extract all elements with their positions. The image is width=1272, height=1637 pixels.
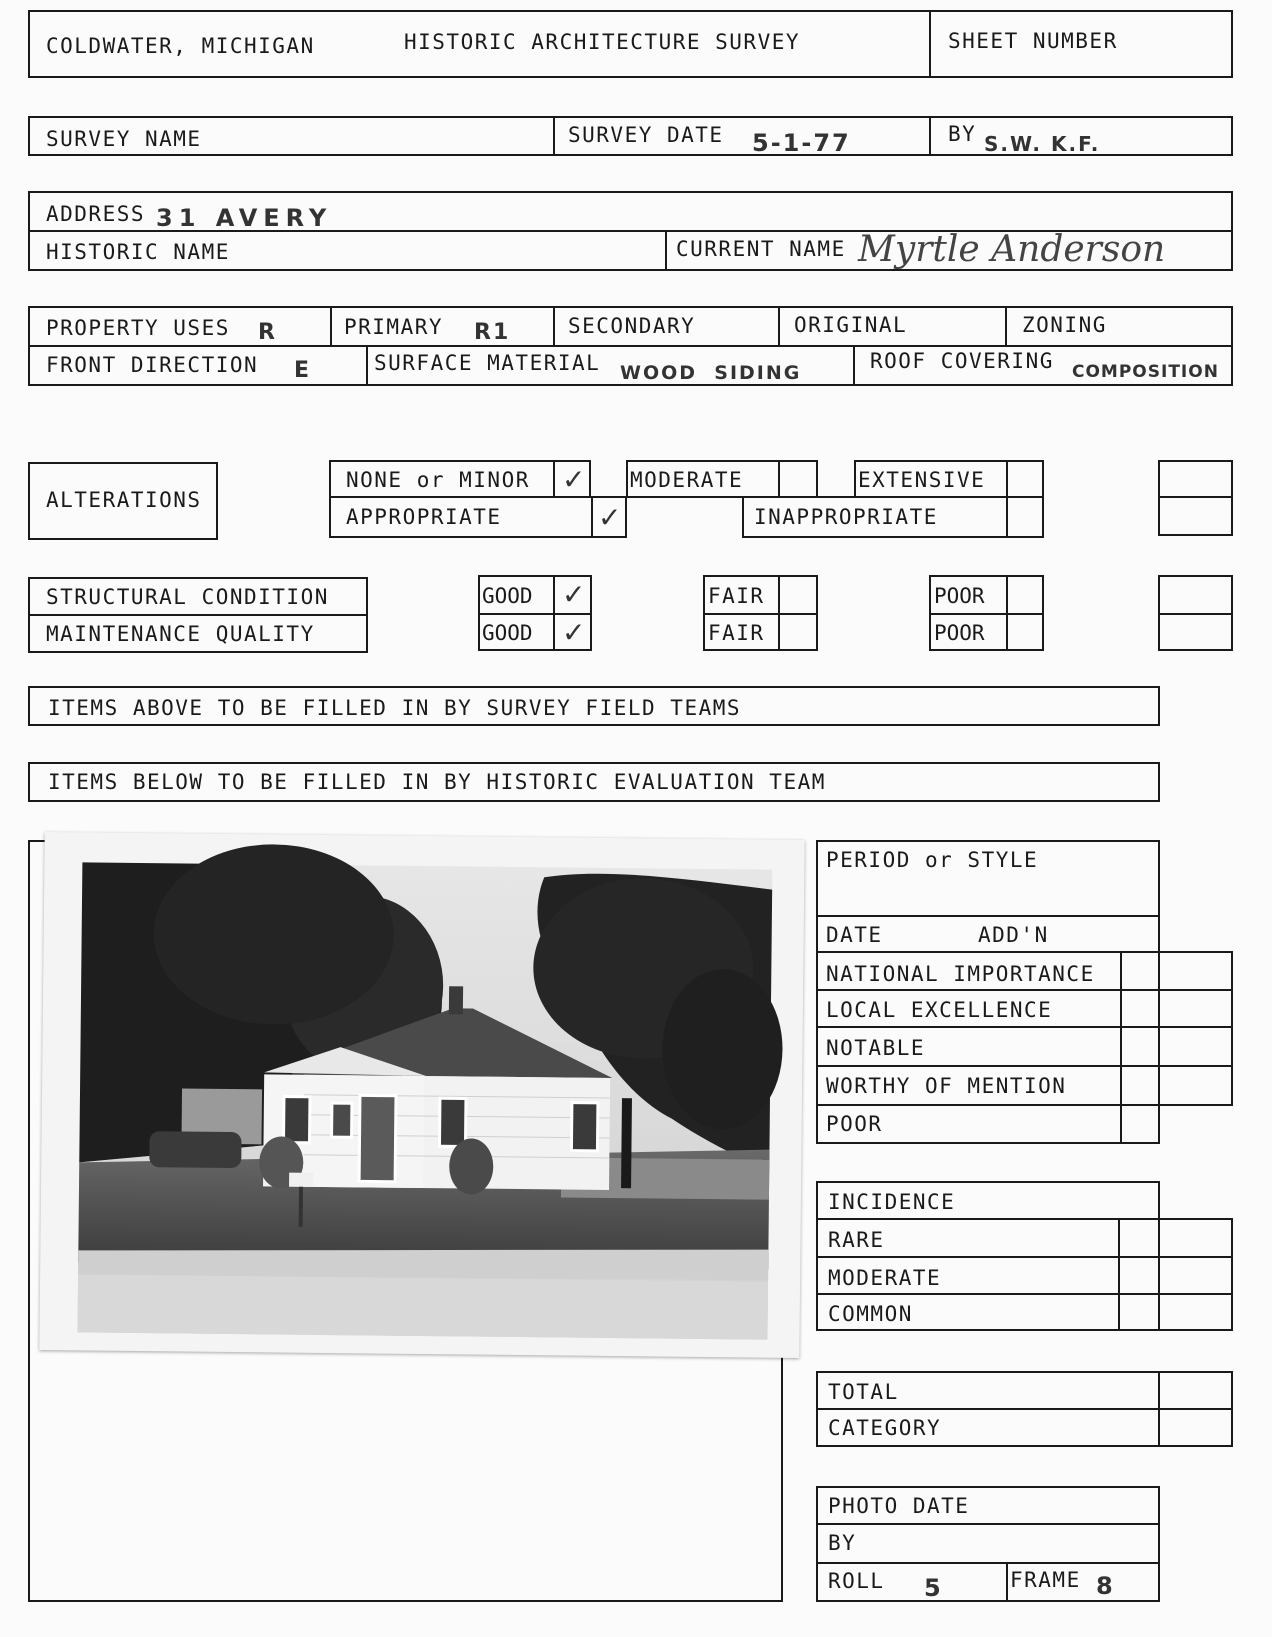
front-direction-label: FRONT DIRECTION — [46, 353, 259, 377]
period-style-label: PERIOD or STYLE — [826, 848, 1039, 872]
roll-value: 5 — [924, 1574, 943, 1602]
evaluation-table — [816, 840, 1160, 1144]
city-label: COLDWATER, MICHIGAN — [46, 34, 315, 58]
address-label: ADDRESS — [46, 202, 146, 226]
good-row-divider — [478, 613, 592, 615]
total-divider — [816, 1408, 1233, 1410]
local-excellence-label: LOCAL EXCELLENCE — [826, 998, 1053, 1022]
structural-fair-label: FAIR — [708, 584, 765, 608]
survey-by-value: S.W. K.F. — [984, 132, 1101, 156]
property-divider — [28, 345, 1233, 347]
addn-label: ADD'N — [978, 923, 1049, 947]
none-minor-check[interactable]: ✓ — [562, 463, 586, 496]
local-divider — [816, 1026, 1233, 1028]
front-divider — [366, 345, 368, 386]
property-uses-label: PROPERTY USES — [46, 316, 230, 340]
alterations-score-divider — [1158, 496, 1233, 498]
extensive-label: EXTENSIVE — [858, 468, 986, 492]
primary-value: R1 — [474, 320, 511, 345]
incidence-moderate-label: MODERATE — [828, 1266, 942, 1290]
national-importance-label: NATIONAL IMPORTANCE — [826, 962, 1095, 986]
extensive-check-divider — [1006, 460, 1008, 498]
category-label: CATEGORY — [828, 1416, 942, 1440]
common-label: COMMON — [828, 1302, 913, 1326]
uses-divider — [330, 306, 332, 346]
secondary-divider — [778, 306, 780, 346]
photo-date-divider — [816, 1523, 1160, 1525]
rare-divider — [816, 1256, 1233, 1258]
evaluation-poor-label: POOR — [826, 1112, 883, 1136]
rare-label: RARE — [828, 1228, 885, 1252]
total-score-divider — [1158, 1371, 1160, 1447]
structural-good-check[interactable]: ✓ — [562, 578, 586, 611]
photo-by-divider — [816, 1562, 1160, 1564]
roll-frame-divider — [1006, 1562, 1008, 1602]
sheet-number-label: SHEET NUMBER — [948, 29, 1118, 53]
fair-row-divider — [703, 613, 818, 615]
incidence-score-divider — [1118, 1218, 1120, 1331]
original-label: ORIGINAL — [794, 313, 908, 337]
roof-covering-value: COMPOSITION — [1072, 362, 1219, 382]
maintenance-good-label: GOOD — [482, 621, 533, 645]
national-divider — [816, 989, 1233, 991]
fair-check-divider — [778, 575, 780, 651]
photo-by-label: BY — [828, 1531, 857, 1555]
incidence-label: INCIDENCE — [828, 1190, 956, 1214]
notable-divider — [816, 1065, 1233, 1067]
items-below-note: ITEMS BELOW TO BE FILLED IN BY HISTORIC EVALUATION TEAM — [48, 770, 826, 794]
date-label: DATE — [826, 923, 883, 947]
structural-poor-label: POOR — [934, 584, 985, 608]
name-divider — [665, 230, 667, 271]
surface-material-label: SURFACE MATERIAL — [374, 351, 601, 375]
primary-divider — [553, 306, 555, 346]
current-name-value: Myrtle Anderson — [858, 229, 1166, 270]
front-direction-value: E — [294, 358, 312, 383]
maintenance-poor-label: POOR — [934, 621, 985, 645]
original-divider — [1005, 306, 1007, 346]
house-photograph — [39, 832, 804, 1358]
address-value: 31 AVERY — [156, 204, 333, 232]
roof-covering-label: ROOF COVERING — [870, 349, 1054, 373]
house-photo-image — [39, 832, 804, 1358]
incidence-right-border — [1231, 1218, 1233, 1331]
worthy-of-mention-label: WORTHY OF MENTION — [826, 1074, 1067, 1098]
structural-condition-label: STRUCTURAL CONDITION — [46, 585, 329, 609]
maintenance-good-check[interactable]: ✓ — [562, 616, 586, 649]
property-uses-value: R — [258, 320, 277, 345]
maintenance-quality-label: MAINTENANCE QUALITY — [46, 622, 315, 646]
survey-date-label: SURVEY DATE — [568, 123, 724, 147]
incidence-bottom — [816, 1329, 1233, 1331]
frame-label: FRAME — [1010, 1568, 1081, 1592]
survey-divider-1 — [553, 116, 555, 156]
surface-divider — [853, 345, 855, 386]
survey-name-label: SURVEY NAME — [46, 127, 202, 151]
worthy-divider — [816, 1104, 1233, 1106]
header-divider — [929, 10, 931, 78]
survey-divider-2 — [929, 116, 931, 156]
none-minor-check-divider — [553, 460, 555, 498]
inappropriate-label: INAPPROPRIATE — [754, 505, 938, 529]
date-divider — [816, 951, 1233, 953]
maintenance-fair-label: FAIR — [708, 621, 765, 645]
appropriate-label: APPROPRIATE — [346, 505, 502, 529]
appropriate-check[interactable]: ✓ — [598, 501, 622, 534]
total-label: TOTAL — [828, 1380, 899, 1404]
evaluation-score-divider — [1120, 951, 1122, 1144]
condition-label-divider — [28, 614, 368, 616]
moderate-label: MODERATE — [630, 468, 744, 492]
primary-label: PRIMARY — [344, 315, 444, 339]
secondary-label: SECONDARY — [568, 314, 696, 338]
notable-label: NOTABLE — [826, 1036, 926, 1060]
alterations-label: ALTERATIONS — [46, 488, 202, 512]
current-name-label: CURRENT NAME — [676, 237, 846, 261]
items-above-note: ITEMS ABOVE TO BE FILLED IN BY SURVEY FIELD TEAMS — [48, 696, 742, 720]
period-divider — [816, 915, 1160, 917]
good-check-divider — [553, 575, 555, 651]
photo-date-label: PHOTO DATE — [828, 1494, 970, 1518]
evaluation-right-border — [1231, 951, 1233, 1106]
survey-by-label: BY — [948, 122, 977, 146]
incidence-divider — [816, 1218, 1233, 1220]
surface-material-value: WOOD SIDING — [620, 362, 802, 384]
structural-good-label: GOOD — [482, 584, 533, 608]
survey-date-value: 5-1-77 — [752, 129, 851, 157]
appropriate-check-divider — [591, 496, 593, 538]
frame-value: 8 — [1096, 1572, 1115, 1600]
condition-score-divider — [1158, 613, 1233, 615]
alterations-score-box — [1158, 460, 1233, 536]
historic-name-label: HISTORIC NAME — [46, 240, 230, 264]
poor-check-divider — [1006, 575, 1008, 651]
inappropriate-check-divider — [1006, 496, 1008, 538]
poor-row-divider — [929, 613, 1044, 615]
none-minor-label: NONE or MINOR — [346, 468, 530, 492]
form-title: HISTORIC ARCHITECTURE SURVEY — [404, 30, 801, 54]
zoning-label: ZONING — [1022, 313, 1107, 337]
moderate-incidence-divider — [816, 1293, 1233, 1295]
roll-label: ROLL — [828, 1569, 885, 1593]
moderate-check-divider — [778, 460, 780, 498]
